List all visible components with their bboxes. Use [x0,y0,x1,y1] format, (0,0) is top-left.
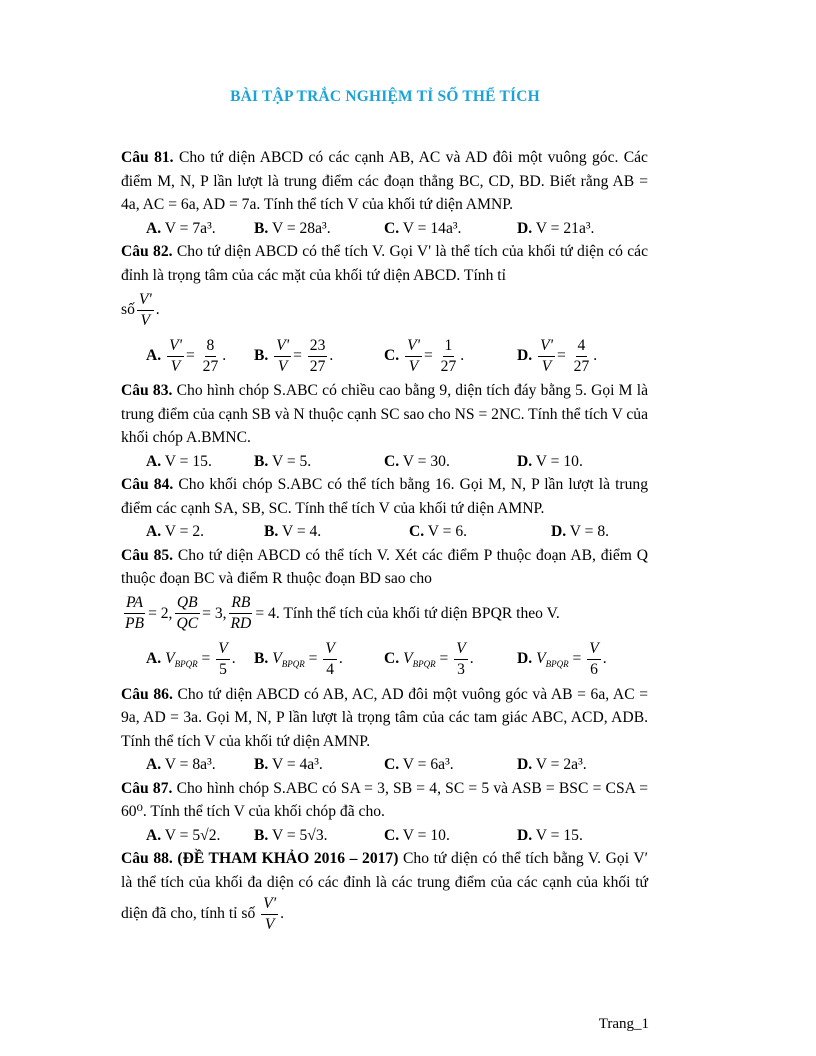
question-text [121,777,648,824]
answer-options [121,637,648,683]
answer-options [121,753,648,777]
question-text [121,473,648,520]
question-body: Cho tứ diện ABCD có các cạnh AB, AC và AD đôi một vuông góc. Các điểm M, N, P lần lượt là trung điểm các đoạn thẳng BC, CD, BD. Biết rằng AB = 4a, AC = 6a, AD = 7a. Tính thể tích V của khối tứ diện AMNP. [121,149,648,213]
ratio-fraction: $\frac{V'}{V}$ [138,290,152,329]
option-b[interactable]: B. V = 4. [264,523,322,540]
question-label: Câu 87. [121,779,173,797]
page-number: Trang_1 [598,1016,649,1032]
question-body: Cho khối chóp S.ABC có thể tích bằng 16. Gọi M, N, P lần lượt là trung điểm các cạnh SA, SB, SC. Tính thể tích V của khối tứ diện AMNP. [121,476,648,517]
question-label: Câu 86. [121,685,173,703]
ratio-fraction: $\frac{V'}{V}$ [263,895,277,933]
question-85 [121,544,648,683]
option-a[interactable]: A. V = 8a³. [146,756,216,773]
option-d[interactable]: D. $\frac{V'}{V}$ = $\frac{4}{27}$ . [517,336,598,375]
ratio-conditions: $\frac{PA}{PB}$ = 2, $\frac{QB}{QC}$ = 3, $\frac{RB}{RD}$ = 4 . Tính thể tích của khối tứ diện BPQR theo V. [125,594,560,632]
option-b[interactable]: B. V = 4a³. [254,756,323,773]
question-text: Câu 88. (ĐỀ THAM KHẢO 2016 – 2017) Cho tứ diện có thể tích bằng V. Gọi V′ là thể tích của khối đa diện có các đỉnh là các trung điểm của các cạnh của khối tứ diện đã cho, tính tỉ số $\frac{V'}{V}$ . [121,850,649,933]
question-text [121,240,648,287]
question-body: Cho tứ diện có thể tích bằng V. Gọi V′ là thể tích của khối đa diện có các đỉnh là các trung điểm của các cạnh của khối tứ diện đã cho, tính tỉ số [121,850,649,923]
question-82 [121,240,648,379]
option-c[interactable]: C. V = 14a³. [384,219,462,237]
option-a[interactable]: A. $\frac{V'}{V}$ = $\frac{8}{27}$ . [146,336,227,375]
page-title: BÀI TẬP TRẮC NGHIỆM TỈ SỐ THỂ TÍCH [230,88,540,105]
question-label: Câu 84. [121,476,174,493]
option-c[interactable]: C. $V_{BPQR}$ = $\frac{V}{3}$ . [384,640,474,678]
option-b[interactable]: B. $\frac{V'}{V}$ = $\frac{23}{27}$ . [254,336,334,375]
question-84 [121,473,648,544]
option-a[interactable]: A. V = 5√2. [146,826,221,844]
question-text-cont: số $\frac{V'}{V}$ . [121,290,160,329]
option-d[interactable]: D. V = 8. [551,523,610,540]
option-a[interactable]: A. V = 7a³. [146,219,216,237]
option-a[interactable]: A. $V_{BPQR}$ = $\frac{V}{5}$ . [146,640,236,678]
option-b[interactable]: B. V = 5√3. [254,826,328,844]
question-body: Cho hình chóp S.ABC có chiều cao bằng 9, diện tích đáy bằng 5. Gọi M là trung điểm của cạnh SB và N thuộc cạnh SC sao cho NS = 2NC. Tính thể tích V của khối chóp A.BMNC. [121,382,649,446]
option-b[interactable]: B. V = 5. [254,452,312,470]
question-label: Câu 82. [121,243,173,260]
question-86 [121,683,648,777]
question-body: Cho tứ diện ABCD có AB, AC, AD đôi một vuông góc và AB = 6a, AC = 9a, AD = 3a. Gọi M, N, P lần lượt là trọng tâm của các tam giác ABC, ACD, ADB. Tính thể tích V của khối tứ diện AMNP. [121,685,648,750]
option-a[interactable]: A. V = 2. [146,523,205,540]
option-b[interactable]: B. V = 28a³. [254,219,331,237]
question-87 [121,777,648,848]
option-c[interactable]: C. V = 30. [384,452,450,470]
question-83 [121,379,648,473]
question-label: Câu 81. [121,149,174,166]
question-text [121,379,648,450]
option-c[interactable]: C. V = 10. [384,826,450,844]
option-c[interactable]: C. V = 6a³. [384,756,454,773]
question-label: Câu 85. [121,546,174,564]
answer-options [121,824,648,848]
question-81 [121,146,648,240]
option-d[interactable]: D. V = 15. [517,826,583,844]
question-list [121,146,648,935]
answer-options [121,217,648,241]
option-c[interactable]: C. $\frac{V'}{V}$ = $\frac{1}{27}$ . [384,336,465,375]
option-c[interactable]: C. V = 6. [409,523,468,540]
option-d[interactable]: D. V = 21a³. [517,219,595,237]
option-d[interactable]: D. V = 10. [517,452,583,470]
question-label: Câu 88. (ĐỀ THAM KHẢO 2016 – 2017) [121,850,399,867]
question-label: Câu 83. [121,382,173,399]
option-d[interactable]: D. V = 2a³. [517,756,587,773]
question-body: Cho tứ diện ABCD có thể tích V. Xét các điểm P thuộc đoạn AB, điểm Q thuộc đoạn BC và điểm R thuộc đoạn BD sao cho [121,546,648,587]
option-a[interactable]: A. V = 15. [146,452,212,470]
answer-options [121,520,648,544]
question-88 [121,847,648,935]
question-text [121,683,648,754]
question-body: Cho tứ diện ABCD có thể tích V. Gọi V' là thể tích của khối tứ diện có các đỉnh là trọng tâm của các mặt của khối tứ diện ABCD. Tính tỉ [121,243,649,284]
answer-options [121,450,648,474]
question-text [121,544,648,591]
question-text [121,146,648,217]
option-b[interactable]: B. $V_{BPQR}$ = $\frac{V}{4}$ . [254,640,343,678]
question-body: Cho hình chóp S.ABC có SA = 3, SB = 4, SC = 5 và ASB = BSC = CSA = 60⁰. Tính thể tích V của khối chóp đã cho. [121,779,648,820]
option-d[interactable]: D. $V_{BPQR}$ = $\frac{V}{6}$ . [517,640,607,678]
answer-options [121,333,648,379]
